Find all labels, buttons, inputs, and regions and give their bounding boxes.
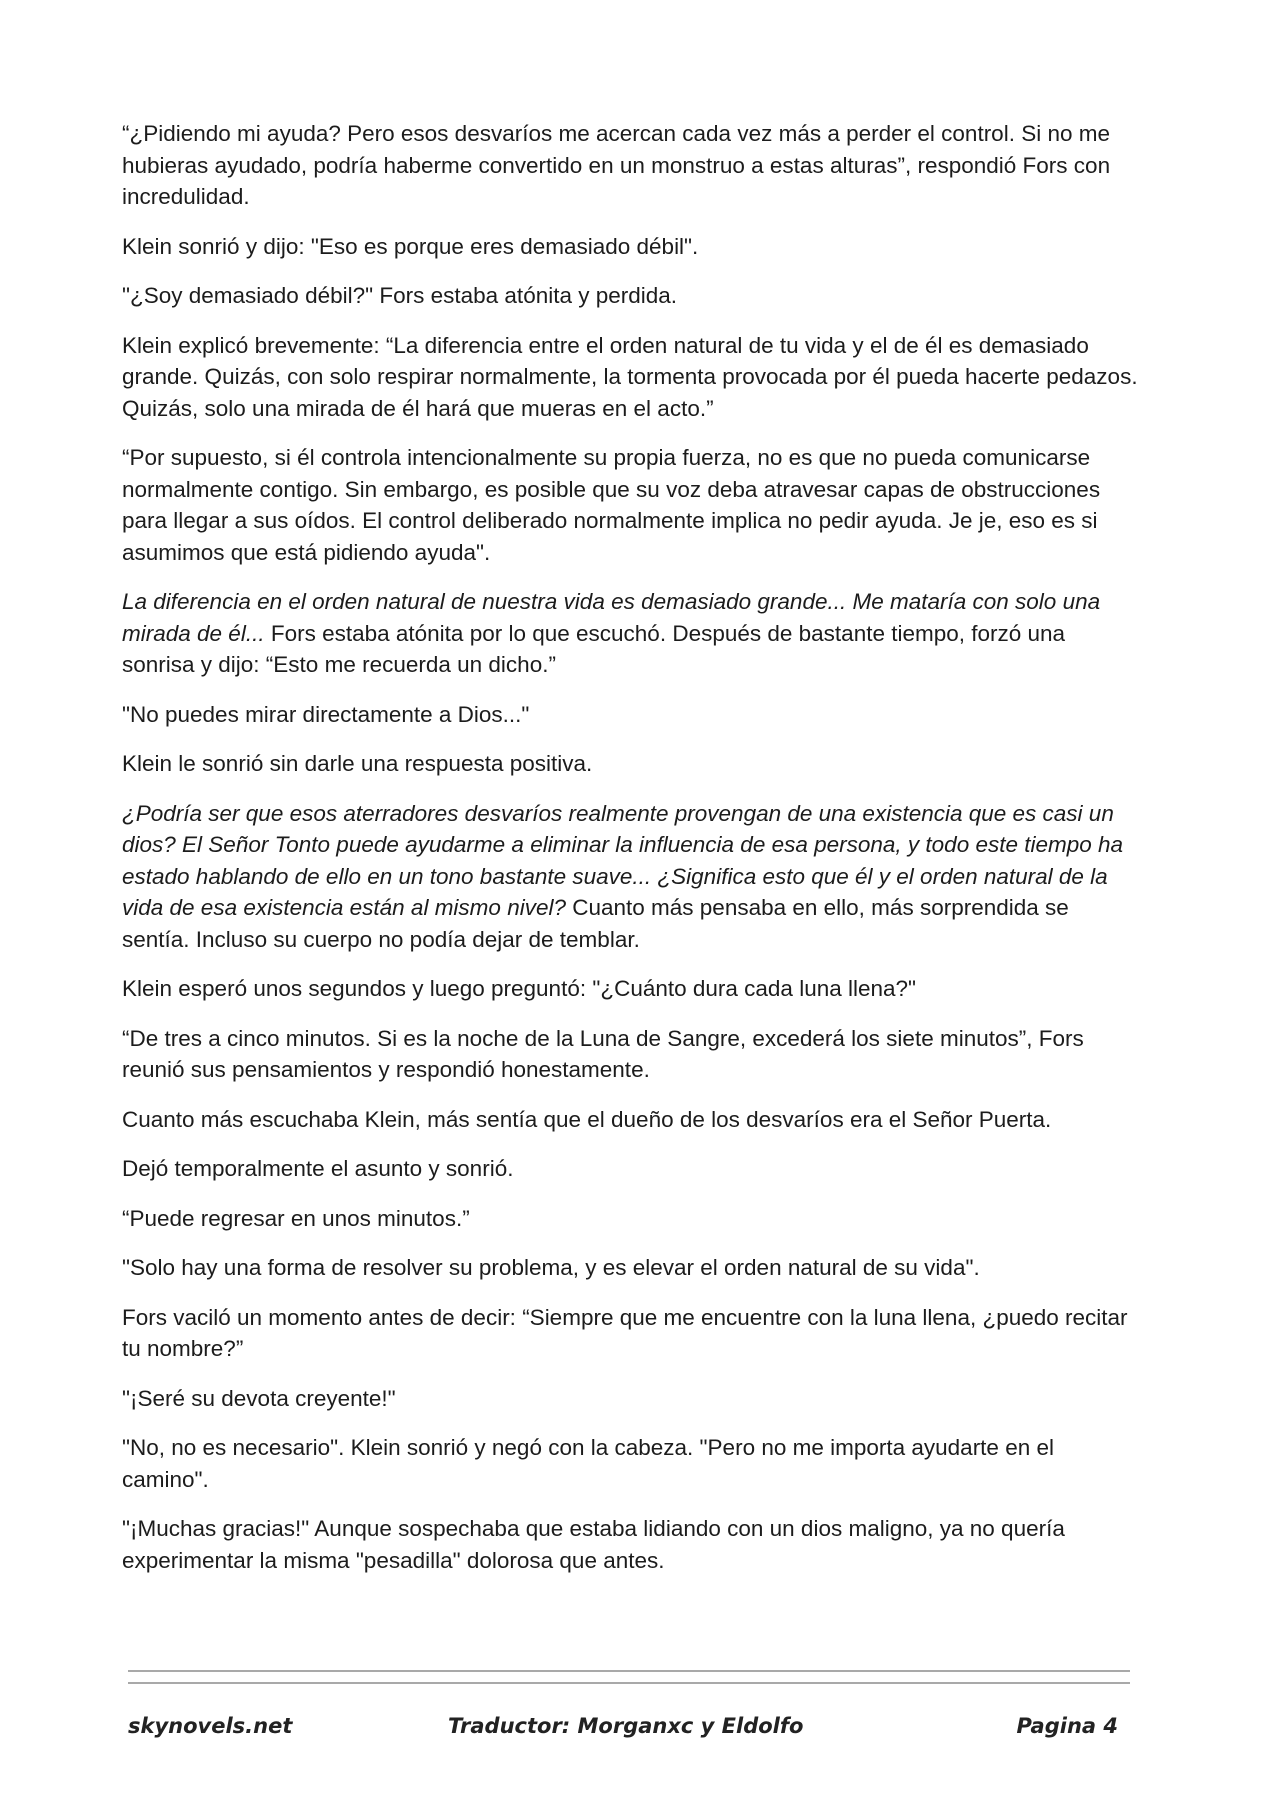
text-run: "¡Muchas gracias!" Aunque sospechaba que estaba lidiando con un dios maligno, ya no quería experimentar la misma "pesadilla" dolorosa que antes. [122,1516,1065,1573]
text-run: "No puedes mirar directamente a Dios..." [122,701,530,727]
text-run: “De tres a cinco minutos. Si es la noche de la Luna de Sangre, excederá los siete minutos”, Fors reunió sus pensamientos y respondió honestamente. [122,1025,1084,1082]
paragraph [122,1252,1142,1284]
footer-page-number: Pagina 4 [1016,1714,1118,1738]
italic-text: La diferencia en el orden natural de nuestra vida es demasiado grande... Me mataría con solo una mirada de él... [122,589,1101,646]
text-run: Klein esperó unos segundos y luego preguntó: "¿Cuánto dura cada luna llena?" [122,976,917,1001]
footer-divider [128,1670,1130,1694]
footer-rule-top [128,1670,1130,1672]
text-run: "Solo hay una forma de resolver su problema, y es elevar el orden natural de su vida". [122,1255,980,1280]
text-run: Cuanto más pensaba en ello, más sorprendida se sentía. Incluso su cuerpo no podía dejar de temblar. [122,895,1069,952]
paragraph [122,1203,1142,1235]
text-run: Fors vaciló un momento antes de decir: “Siempre que me encuentre con la luna llena, ¿puedo recitar tu nombre?” [122,1304,1128,1361]
paragraph [122,973,1142,1005]
paragraph [122,798,1142,956]
text-run: "No, no es necesario". Klein sonrió y negó con la cabeza. "Pero no me importa ayudarte en el camino". [122,1435,1054,1492]
paragraph [122,231,1142,263]
text-run: Klein le sonrió sin darle una respuesta positiva. [122,751,593,776]
footer-site: skynovels.net [128,1714,293,1738]
paragraph [122,280,1142,312]
text-run: “¿Pidiendo mi ayuda? Pero esos desvaríos me acercan cada vez más a perder el control. Si no me hubieras ayudado, podría haberme convertido en un monstruo a estas alturas”, respondió Fors con incredulidad. [122,121,1111,209]
footer-translator: Traductor: Morganxc y Eldolfo [448,1714,804,1738]
text-run: Klein explicó brevemente: “La diferencia entre el orden natural de tu vida y el de él es demasiado grande. Quizás, con solo respirar normalmente, la tormenta provocada por él pueda hacerte pedazos. Quizás, solo una mirada de él hará que mueras en el acto.” [122,332,1138,421]
text-run: “Puede regresar en unos minutos.” [122,1205,470,1231]
text-run: "¿Soy demasiado débil?" Fors estaba atónita y perdida. [122,283,678,308]
paragraph [122,1432,1142,1495]
paragraph [122,1302,1142,1365]
text-run: Cuanto más escuchaba Klein, más sentía que el dueño de los desvaríos era el Señor Puerta. [122,1106,1052,1132]
text-run: “Por supuesto, si él controla intencionalmente su propia fuerza, no es que no pueda comunicarse normalmente contigo. Sin embargo, es posible que su voz deba atravesar capas de obstrucciones para llegar a sus oídos. El control deliberado normalmente implica no pedir ayuda. Je je, eso es si asumimos que está pidiendo ayuda". [122,445,1101,565]
paragraph [122,330,1142,425]
paragraph [122,1513,1142,1576]
text-run: Klein sonrió y dijo: "Eso es porque eres demasiado débil". [122,233,699,259]
paragraph [122,1104,1142,1136]
page-footer [128,1714,1118,1748]
text-run: Dejó temporalmente el asunto y sonrió. [122,1156,514,1181]
paragraph [122,586,1142,681]
paragraph [122,442,1142,568]
text-run: "¡Seré su devota creyente!" [122,1385,396,1411]
paragraph [122,748,1142,780]
paragraph [122,118,1142,213]
footer-rule-bottom [128,1682,1130,1684]
text-run: Fors estaba atónita por lo que escuchó. Después de bastante tiempo, forzó una sonrisa y dijo: “Esto me recuerda un dicho.” [122,620,1066,677]
paragraph [122,1023,1142,1086]
paragraph [122,1153,1142,1185]
paragraph [122,1383,1142,1415]
document-body [122,118,1142,1594]
paragraph [122,699,1142,731]
italic-text: ¿Podría ser que esos aterradores desvaríos realmente provengan de una existencia que es casi un dios? El Señor Tonto puede ayudarme a eliminar la influencia de esa persona, y todo este tiempo ha estado hablando de ello en un tono bastante suave... ¿Significa esto que él y el orden natural de la vida de esa existencia están al mismo nivel? [122,800,1124,920]
